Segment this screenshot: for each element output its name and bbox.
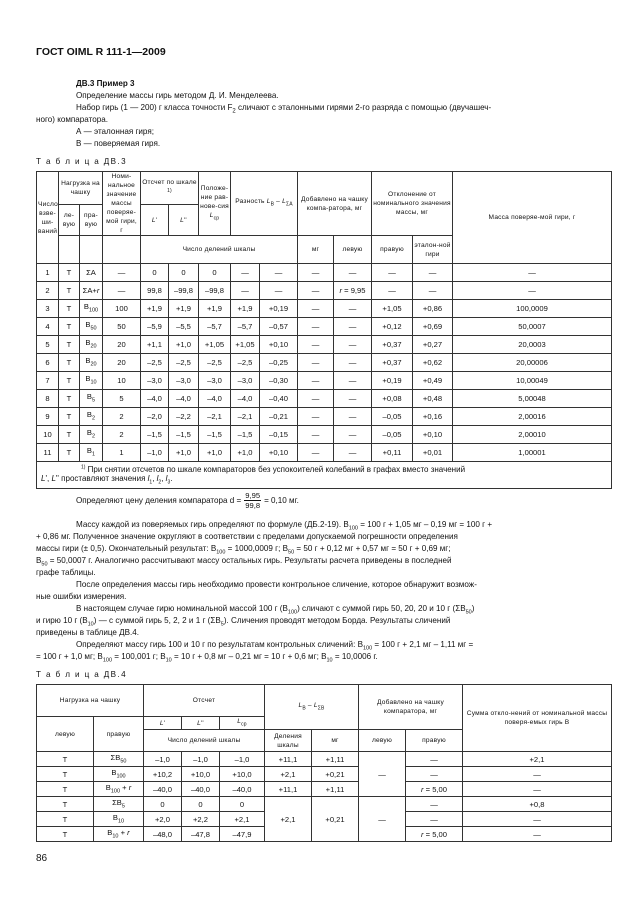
table-cell: –1,5 [231,426,260,444]
formula-numerator: 9,95 [245,491,261,500]
table-cell: Т [59,354,80,372]
table-row [37,408,612,426]
table-cell: –2,5 [141,354,169,372]
table-cell: –1,5 [141,426,169,444]
table-cell: +0,01 [413,444,453,462]
table-cell: 20 [103,354,141,372]
table-dv4 [36,684,612,842]
document-header: ГОСТ OIML R 111-1—2009 [36,46,166,58]
table-cell: –0,40 [260,390,298,408]
table-cell: –1,5 [199,426,231,444]
table-cell: Т [37,827,94,842]
table-cell: +0,37 [372,354,413,372]
table-cell: — [298,264,334,282]
table-cell: $B_{10}$ [94,812,144,827]
table-cell: — [413,282,453,300]
page-number: 86 [36,853,48,864]
table-cell: 2 [103,408,141,426]
table-cell: +0,10 [260,336,298,354]
table-cell: $B_{10}$ [80,372,103,390]
col-header-spacer [80,236,103,264]
table-cell: $\Sigma B_{50}$ [94,752,144,767]
example-title: ДВ.3 Пример 3 [76,79,135,88]
table-cell: — [406,812,463,827]
table-cell: –3,0 [231,372,260,390]
table-cell: — [334,354,372,372]
table-cell: –0,57 [260,318,298,336]
table-cell: –4,0 [169,390,199,408]
example-line: Набор гирь (1 — 200) г класса точности $F_2$ сличают с эталонными гирями 2-го разряда с помощью (двучашеч- [76,103,492,115]
table-cell: –4,0 [199,390,231,408]
table-cell: $B_{100} + r$ [94,782,144,797]
table-cell: 5 [103,390,141,408]
table-cell: — [334,408,372,426]
table-cell: 100,0009 [453,300,612,318]
table-dv3 [36,171,612,489]
table-title: Т а б л и ц а ДВ.3 [36,157,128,166]
table-cell: –40,0 [144,782,182,797]
table-cell: $B_{100}$ [80,300,103,318]
formula-denominator: 99,8 [245,501,261,510]
table-cell: ΣA+r [80,282,103,300]
table-cell: Т [59,372,80,390]
table-cell: –5,7 [231,318,260,336]
table-cell: 0 [141,264,169,282]
table-cell: r = 9,95 [334,282,372,300]
table-cell: –99,8 [169,282,199,300]
table-cell: 7 [37,372,59,390]
table-row [37,300,612,318]
table-cell: +1,9 [169,300,199,318]
table-cell: 0 [220,797,265,812]
table-cell: — [406,767,463,782]
example-line: В — поверяемая гиря. [76,139,161,148]
table-cell: –0,15 [260,426,298,444]
table-cell: $B_2$ [80,408,103,426]
table-cell: — [334,318,372,336]
table-cell: Т [37,797,94,812]
table-cell: +2,1 [463,752,612,767]
table-cell: +0,21 [312,797,359,842]
table-row [37,767,612,782]
table-cell: — [372,264,413,282]
col-header-load: Нагрузка на чашку [37,685,144,717]
col-header-diff-mg: мг [312,730,359,752]
col-header-divisions: Число делений шкалы [144,730,265,752]
table-cell: –2,5 [199,354,231,372]
table-cell: $B_{50}$ [80,318,103,336]
table-cell: Т [37,767,94,782]
table-cell: –5,9 [141,318,169,336]
table-cell: — [406,752,463,767]
table-cell: — [463,782,612,797]
table-cell: +0,37 [372,336,413,354]
table-cell: — [298,372,334,390]
table-cell: +10,0 [220,767,265,782]
paragraph-line: В настоящем случае гирю номинальной массой 100 г $(B_{100})$ сличают с суммой гирь 50, 20, 20 и 10 г $(\Sigma B_{50})$ [76,604,475,616]
table-cell: — [298,426,334,444]
table-cell: 20,00006 [453,354,612,372]
paragraph-line: $B_{50} = 50,0007$ г. Аналогично рассчитывают массу остальных гирь. Результаты расчета приведены в последней [36,556,452,568]
table-cell: –3,0 [169,372,199,390]
table-cell: +1,11 [312,752,359,767]
table-cell: r = 5,00 [406,782,463,797]
table-cell: — [406,797,463,812]
table-cell: $B_2$ [80,426,103,444]
table-cell: +0,21 [312,767,359,782]
example-line: Определение массы гирь методом Д. И. Менделеева. [76,91,279,100]
table-cell: +1,11 [312,782,359,797]
table-cell: ΣA [80,264,103,282]
col-header-num: Число взве-ши-ваний [37,172,59,264]
col-header-spacer [103,236,141,264]
table-cell: — [463,812,612,827]
table-cell: –1,0 [141,444,169,462]
table-cell: +2,0 [144,812,182,827]
table-cell: –1,5 [169,426,199,444]
table-cell: $B_1$ [80,444,103,462]
table-cell: — [334,372,372,390]
table-cell: +0,27 [413,336,453,354]
table-cell: — [298,444,334,462]
table-cell: +0,12 [372,318,413,336]
table-cell: — [359,752,406,797]
table-cell: 50 [103,318,141,336]
table-cell: — [298,408,334,426]
table-row [37,282,612,300]
table-cell: 0 [182,797,220,812]
col-header-nominal: Номи-нальное значение массы поверяе-мой гири, г [103,172,141,236]
table-cell: Т [59,390,80,408]
table-cell: +0,86 [413,300,453,318]
table-cell: $B_5$ [80,390,103,408]
table-cell: 0 [199,264,231,282]
table-cell: 0 [144,797,182,812]
table-cell: 2,00016 [453,408,612,426]
table-row [37,782,612,797]
table-cell: 10 [37,426,59,444]
table-footnote: $^{1)}$ При снятии отсчетов по шкале компараторов без успокоителей колебаний в графах вместо значений L', L'' проставляют значения $l_1$, $l_2$, $l_3$. [37,462,612,489]
col-header-add-right: правую [372,236,413,264]
table-cell: — [334,444,372,462]
table-cell: Т [59,336,80,354]
table-cell: +10,0 [182,767,220,782]
col-header-load: Нагрузка на чашку [59,172,103,205]
table-cell: –3,0 [141,372,169,390]
table-cell: +11,1 [265,782,312,797]
paragraph-line: + 0,86 мг. Полученное значение округляют в соответствии с пределами допускаемой погрешности определения [36,532,458,541]
table-cell: –99,8 [199,282,231,300]
paragraph-line: массы гири (± 0,5). Окончательный результат: $B_{100} = 1000,0009$ г; $B_{50} = 50$ г + 0,12 мг + 0,57 мг = 50 г + 0,69 мг; [36,544,451,556]
table-cell: — [298,300,334,318]
table-cell: +1,05 [372,300,413,318]
col-header-Lavg: $L_{ср}$ [220,717,265,730]
table-cell: +0,11 [372,444,413,462]
table-cell: 9 [37,408,59,426]
col-header-spacer [59,236,80,264]
table-cell: –48,0 [144,827,182,842]
paragraph-line: Массу каждой из поверяемых гирь определяют по формуле (ДБ.2-19). $B_{100} = 100$ г + 1,05 мг – 0,19 мг = 100 г + [76,520,493,532]
table-cell: +0,16 [413,408,453,426]
table-cell: Т [37,782,94,797]
col-header-added: Добавлено на чашку компаратора, мг [359,685,463,730]
table-cell: Т [59,426,80,444]
table-cell: +2,2 [182,812,220,827]
table-cell: –2,1 [199,408,231,426]
table-cell: –0,05 [372,408,413,426]
table-cell: — [453,264,612,282]
table-cell: –47,9 [220,827,265,842]
table-cell: — [260,264,298,282]
table-cell: +2,1 [265,797,312,842]
table-cell: 10 [103,372,141,390]
paragraph-line: Определяют массу гирь 100 и 10 г по результатам контрольных сличений: $B_{100} = 100$ г + 2,1 мг – 1,11 мг = [76,640,474,652]
col-header-right: правую [94,717,144,752]
table-cell: –2,5 [231,354,260,372]
formula-result: = 0,10 мг. [264,495,299,505]
paragraph-line: и гирю 10 г $(B_{10})$ — с суммой гирь 5, 2, 2 и 1 г $(\Sigma B_5)$. Сличения проводят методом Борда. Результаты сличений [36,616,451,628]
table-cell: $\Sigma B_5$ [94,797,144,812]
table-cell: Т [59,318,80,336]
table-row [37,426,612,444]
table-cell: — [359,797,406,842]
table-cell: +0,19 [260,300,298,318]
paragraph-line: = 100 г + 1,0 мг; $B_{100} = 100,001$ г; $B_{10} = 10$ г + 0,8 мг – 0,21 мг = 10 г + 0,6 мг; $B_{10} = 10,0006$ г. [36,652,378,664]
table-cell: — [231,264,260,282]
table-cell: –1,0 [220,752,265,767]
table-cell: –2,5 [169,354,199,372]
col-header-L1: L' [144,717,182,730]
table-cell: 0 [169,264,199,282]
table-cell: Т [59,408,80,426]
formula-text: Определяют цену деления компаратора d = [76,495,242,505]
table-cell: — [103,264,141,282]
col-header-sum: Сумма откло-нений от номинальной массы поверя-емых гирь B [463,685,612,752]
table-cell: — [298,318,334,336]
table-cell: +2,1 [265,767,312,782]
table-row [37,264,612,282]
table-cell: 2 [103,426,141,444]
table-cell: 2,00010 [453,426,612,444]
col-header-deviation: Отклонение от номинального значения массы, мг [372,172,453,236]
table-cell: 3 [37,300,59,318]
table-cell: –0,30 [260,372,298,390]
table-cell: –0,25 [260,354,298,372]
table-cell: –2,0 [141,408,169,426]
table-cell: — [372,282,413,300]
table-title: Т а б л и ц а ДВ.4 [36,670,128,679]
table-cell: +1,0 [169,444,199,462]
table-cell: r = 5,00 [406,827,463,842]
table-cell: +0,62 [413,354,453,372]
formula-fraction [244,491,261,510]
table-cell: 5,00048 [453,390,612,408]
col-header-load-right: пра-вую [80,205,103,236]
table-cell: –5,5 [169,318,199,336]
table-cell: 11 [37,444,59,462]
table-cell: Т [59,444,80,462]
table-cell: 10,00049 [453,372,612,390]
example-line: А — эталонная гиря; [76,127,154,136]
example-line: ного) компаратора. [36,115,108,124]
table-cell: $B_{20}$ [80,336,103,354]
table-cell: 4 [37,318,59,336]
table-row [37,797,612,812]
table-cell: +1,05 [231,336,260,354]
table-cell: — [298,354,334,372]
table-cell: — [334,390,372,408]
table-row [37,336,612,354]
formula [76,491,299,510]
table-cell: +0,10 [260,444,298,462]
table-cell: — [298,282,334,300]
table-cell: 20,0003 [453,336,612,354]
table-cell: +2,1 [220,812,265,827]
table-cell: 2 [37,282,59,300]
table-cell: +0,10 [413,426,453,444]
table-cell: –40,0 [182,782,220,797]
col-header-L2: L'' [182,717,220,730]
table-cell: +1,05 [199,336,231,354]
table-cell: +0,49 [413,372,453,390]
table-cell: –2,1 [231,408,260,426]
table-cell: 99,8 [141,282,169,300]
table-row [37,372,612,390]
col-header-add-right: правую [406,730,463,752]
table-cell: –40,0 [220,782,265,797]
table-cell: –2,2 [169,408,199,426]
col-header-left: левую [37,717,94,752]
table-cell: +0,48 [413,390,453,408]
table-cell: +1,0 [169,336,199,354]
table-cell: 5 [37,336,59,354]
table-cell: — [334,426,372,444]
table-row [37,390,612,408]
table-cell: +1,0 [199,444,231,462]
col-header-added: Добавлено на чашку компа-ратора, мг [298,172,372,236]
col-header-mg: мг [298,236,334,264]
table-cell: +1,9 [231,300,260,318]
table-cell: –1,0 [144,752,182,767]
table-cell: +10,2 [144,767,182,782]
table-cell: –0,05 [372,426,413,444]
col-header-L2: L'' [169,205,199,236]
table-cell: — [453,282,612,300]
col-header-reading: Отсчет по шкале $^{1)}$ [141,172,199,205]
col-header-dev-ref: эталон-ной гири [413,236,453,264]
col-header-add-left: левую [334,236,372,264]
table-cell: –4,0 [141,390,169,408]
table-cell: — [298,336,334,354]
table-cell: — [413,264,453,282]
table-cell: +0,69 [413,318,453,336]
table-cell: $B_{10} + r$ [94,827,144,842]
col-header-reading: Отсчет [144,685,265,717]
table-cell: +1,9 [199,300,231,318]
col-header-L1: L' [141,205,169,236]
table-cell: +1,0 [231,444,260,462]
table-cell: +0,08 [372,390,413,408]
table-cell: — [334,264,372,282]
table-cell: — [231,282,260,300]
table-cell: — [298,390,334,408]
table-cell: +1,1 [141,336,169,354]
table-cell: — [463,767,612,782]
table-cell: 20 [103,336,141,354]
paragraph-line: графе таблицы. [36,568,96,577]
paragraph-line: После определения массы гирь необходимо провести контрольное сличение, которое обнаружит возмож- [76,580,477,589]
table-cell: — [260,282,298,300]
table-cell: $B_{20}$ [80,354,103,372]
table-cell: Т [37,812,94,827]
table-cell: Т [37,752,94,767]
table-cell: — [334,336,372,354]
table-cell: –0,21 [260,408,298,426]
table-cell: 1 [103,444,141,462]
table-cell: –47,8 [182,827,220,842]
table-cell: +0,8 [463,797,612,812]
paragraph-line: приведены в таблице ДВ.4. [36,628,140,637]
col-header-add-left: левую [359,730,406,752]
table-cell: Т [59,282,80,300]
col-header-load-left: ле-вую [59,205,80,236]
table-cell: 8 [37,390,59,408]
table-cell: 1,00001 [453,444,612,462]
table-cell: +11,1 [265,752,312,767]
table-cell: Т [59,264,80,282]
table-cell: — [103,282,141,300]
table-cell: 50,0007 [453,318,612,336]
table-cell: 100 [103,300,141,318]
col-header-diff: Разность $L_B - L_{\Sigma A}$ [231,172,298,236]
paragraph-line: ные ошибки измерения. [36,592,127,601]
table-cell: –5,7 [199,318,231,336]
table-row [37,752,612,767]
table-cell: 6 [37,354,59,372]
table-cell: — [463,827,612,842]
table-row [37,354,612,372]
table-cell: –4,0 [231,390,260,408]
table-cell: $B_{100}$ [94,767,144,782]
table-cell: +1,9 [141,300,169,318]
col-header-avg: Положе-ние рав-нове-сия $L_{ср}$ [199,172,231,236]
table-cell: Т [59,300,80,318]
table-row [37,444,612,462]
table-cell: — [334,300,372,318]
col-header-diff: $L_B - L_{\Sigma B}$ [265,685,359,730]
table-row [37,318,612,336]
col-header-divisions: Число делений шкалы [141,236,298,264]
col-header-diff-div: Деления шкалы [265,730,312,752]
table-cell: –1,0 [182,752,220,767]
table-cell: +0,19 [372,372,413,390]
table-cell: –3,0 [199,372,231,390]
table-cell: 1 [37,264,59,282]
col-header-mass: Масса поверяе-мой гири, г [453,172,612,264]
